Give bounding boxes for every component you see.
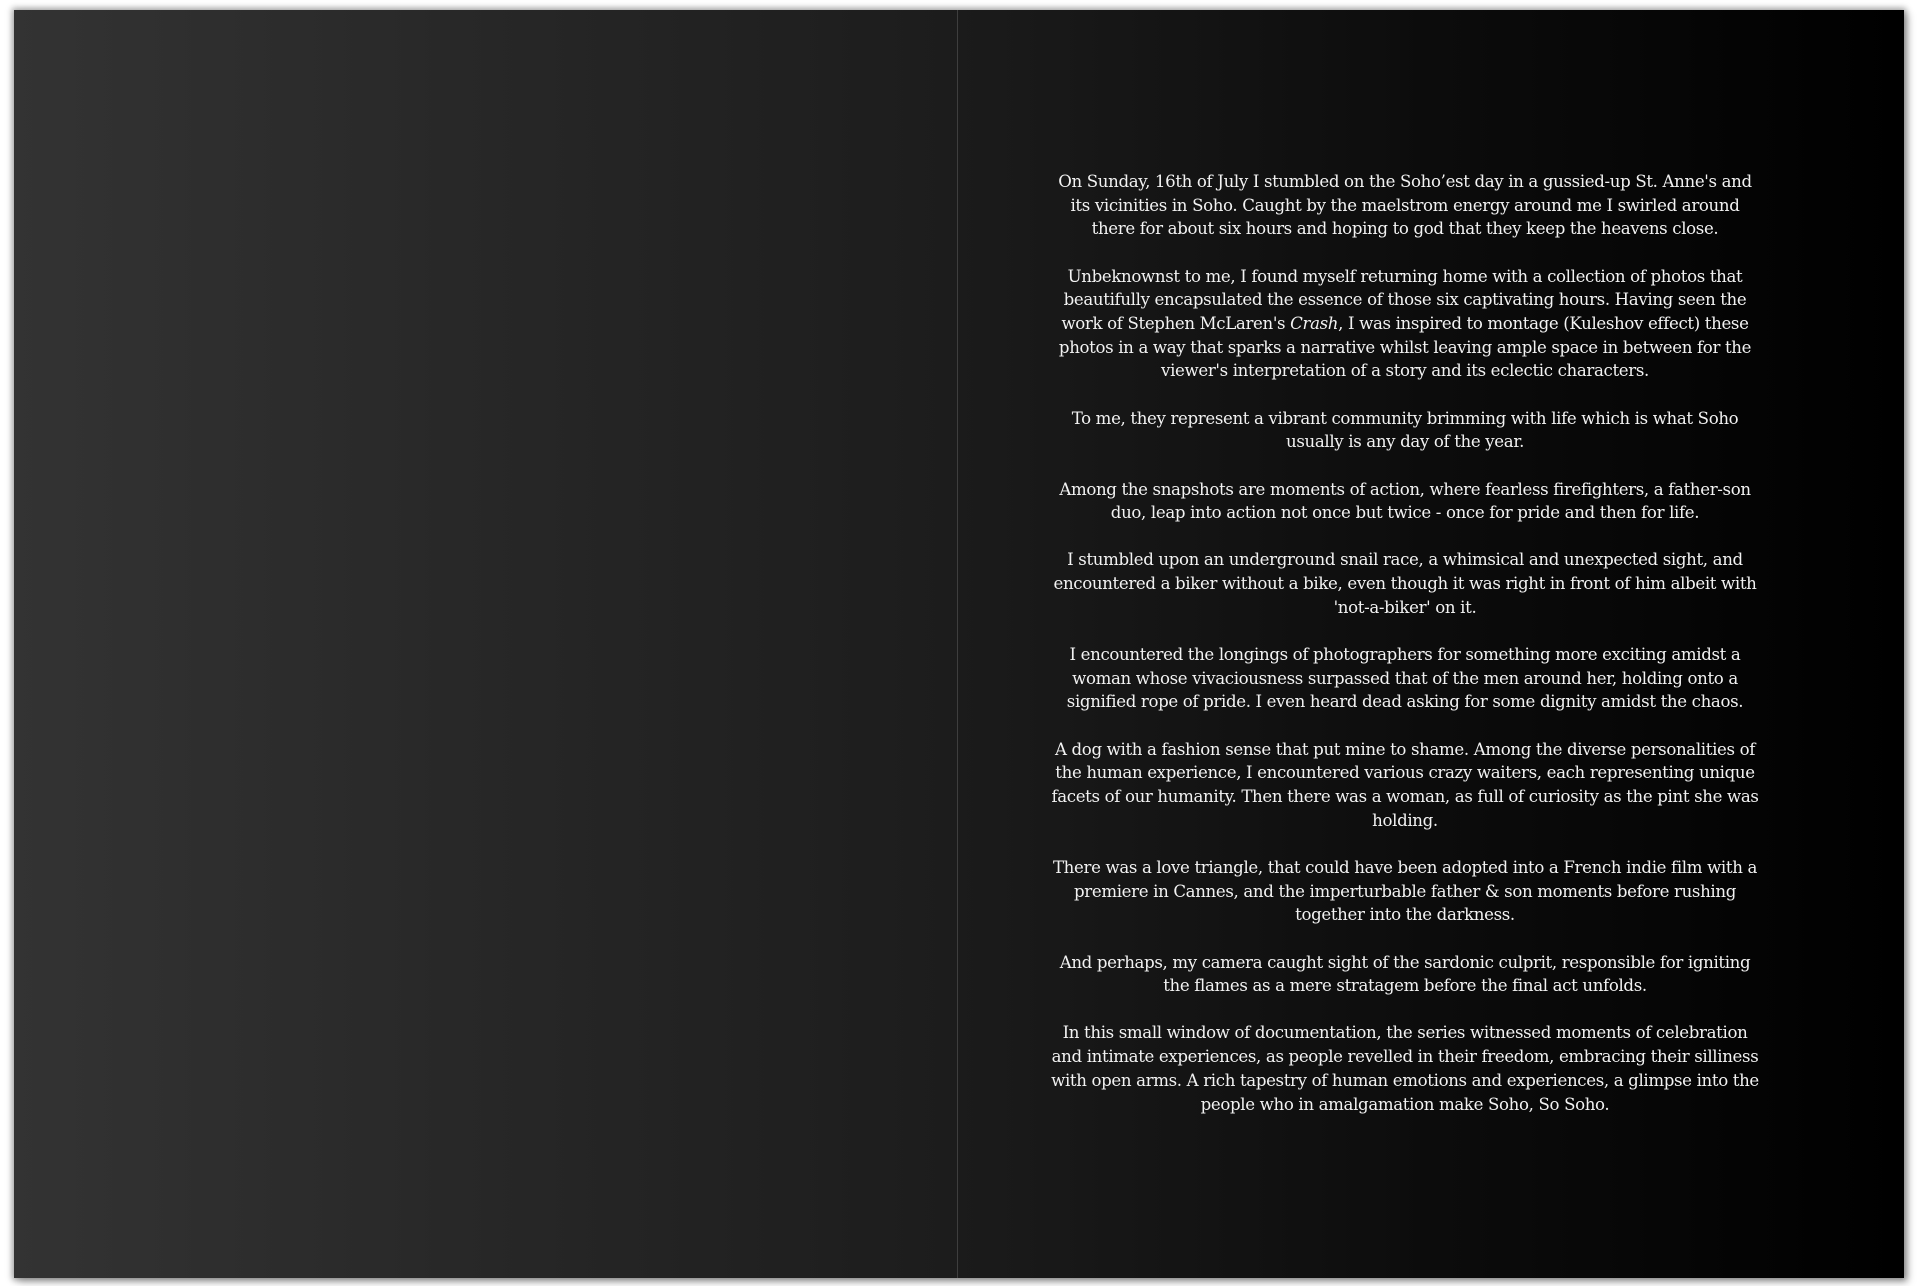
paragraph-10: In this small window of documentation, the series witnessed moments of celebration and intimate experiences, as people revelled in their freedom, embracing their silliness with open arms. A rich tapestry of human emotions and experiences, a glimpse into the people who in amalgamation make Soho, So Soho.	[1051, 1023, 1759, 1114]
paragraph-1: On Sunday, 16th of July I stumbled on the Soho’est day in a gussied-up St. Anne's and its vicinities in Soho. Caught by the maelstrom energy around me I swirled around there for about six hours and hoping to god that they keep the heavens close.	[1058, 172, 1752, 239]
paragraph-2	[1050, 265, 1760, 384]
paragraph-7: A dog with a fashion sense that put mine to shame. Among the diverse personalities of the human experience, I encountered various crazy waiters, each representing unique facets of our humanity. Then there was a woman, as full of curiosity as the pint she was holding.	[1051, 739, 1759, 830]
body-text	[1050, 170, 1760, 1140]
paragraph-2-start: Unbeknownst to me, I found myself returning home with a collection of photos that beautifully encapsulated the essence of those six captivating hours. Having seen the work of Stephen McLaren's	[1061, 266, 1747, 334]
paragraph-4: Among the snapshots are moments of action, where fearless firefighters, a father-son duo, leap into action not once but twice - once for pride and then for life.	[1059, 479, 1751, 523]
left-page	[14, 10, 957, 1278]
paragraph-9: And perhaps, my camera caught sight of the sardonic culprit, responsible for igniting the flames as a mere stratagem before the final act unfolds.	[1059, 952, 1751, 996]
right-page	[958, 10, 1904, 1278]
paragraph-3: To me, they represent a vibrant community brimming with life which is what Soho usually is any day of the year.	[1071, 408, 1739, 452]
paragraph-2-end: , I was inspired to montage (Kuleshov effect) these photos in a way that sparks a narrative whilst leaving ample space in between for the viewer's interpretation of a story and its eclectic characters.	[1058, 314, 1752, 381]
book-spread	[14, 10, 1904, 1278]
paragraph-5: I stumbled upon an underground snail race, a whimsical and unexpected sight, and encountered a biker without a bike, even though it was right in front of him albeit with 'not-a-biker' on it.	[1053, 550, 1757, 617]
paragraph-6: I encountered the longings of photographers for something more exciting amidst a woman whose vivaciousness surpassed that of the men around her, holding onto a signified rope of pride. I even heard dead asking for some dignity amidst the chaos.	[1066, 645, 1744, 712]
paragraph-8: There was a love triangle, that could have been adopted into a French indie film with a premiere in Cannes, and the imperturbable father & son moments before rushing together into the darkness.	[1052, 857, 1758, 925]
crash-title: Crash	[1290, 314, 1339, 334]
